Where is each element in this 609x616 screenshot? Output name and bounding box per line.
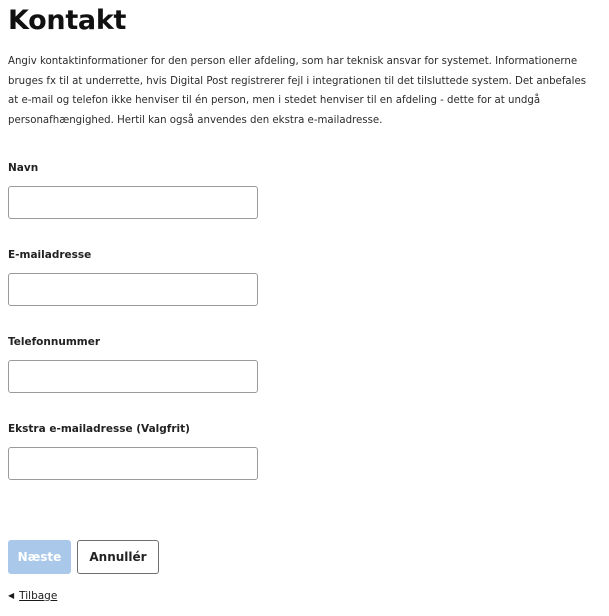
intro-text: Angiv kontaktinformationer for den person eller afdeling, som har teknisk ansvar for systemet. Informationerne bruges fx til at underrette, hvis Digital Post registrerer fejl i integrationen til det tilsluttede system. Det anbefales at e-mail og telefon ikke henviser til én person, men i stedet henviser til en afdeling - dette for at undgå personafhængighed. Hertil kan også anvendes den ekstra e-mailadresse.: [8, 56, 587, 126]
triangle-left-icon: ◀: [8, 591, 15, 600]
back-link[interactable]: Tilbage: [19, 590, 58, 602]
extra-email-field-group: [8, 422, 268, 436]
phone-field-group: [8, 335, 268, 349]
back-link-row: [8, 589, 57, 603]
extra-email-label: Ekstra e-mailadresse (Valgfrit): [8, 423, 190, 435]
page-title: Kontakt: [8, 5, 127, 36]
phone-label: Telefonnummer: [8, 336, 100, 348]
name-label: Navn: [8, 162, 39, 174]
name-field-group: [8, 161, 268, 175]
extra-email-input[interactable]: [8, 447, 258, 480]
email-field-group: [8, 248, 268, 262]
phone-input[interactable]: [8, 360, 258, 393]
email-label: E-mailadresse: [8, 249, 92, 261]
email-input[interactable]: [8, 273, 258, 306]
next-button[interactable]: Næste: [8, 540, 71, 574]
cancel-button[interactable]: Annullér: [77, 540, 159, 574]
name-input[interactable]: [8, 186, 258, 219]
